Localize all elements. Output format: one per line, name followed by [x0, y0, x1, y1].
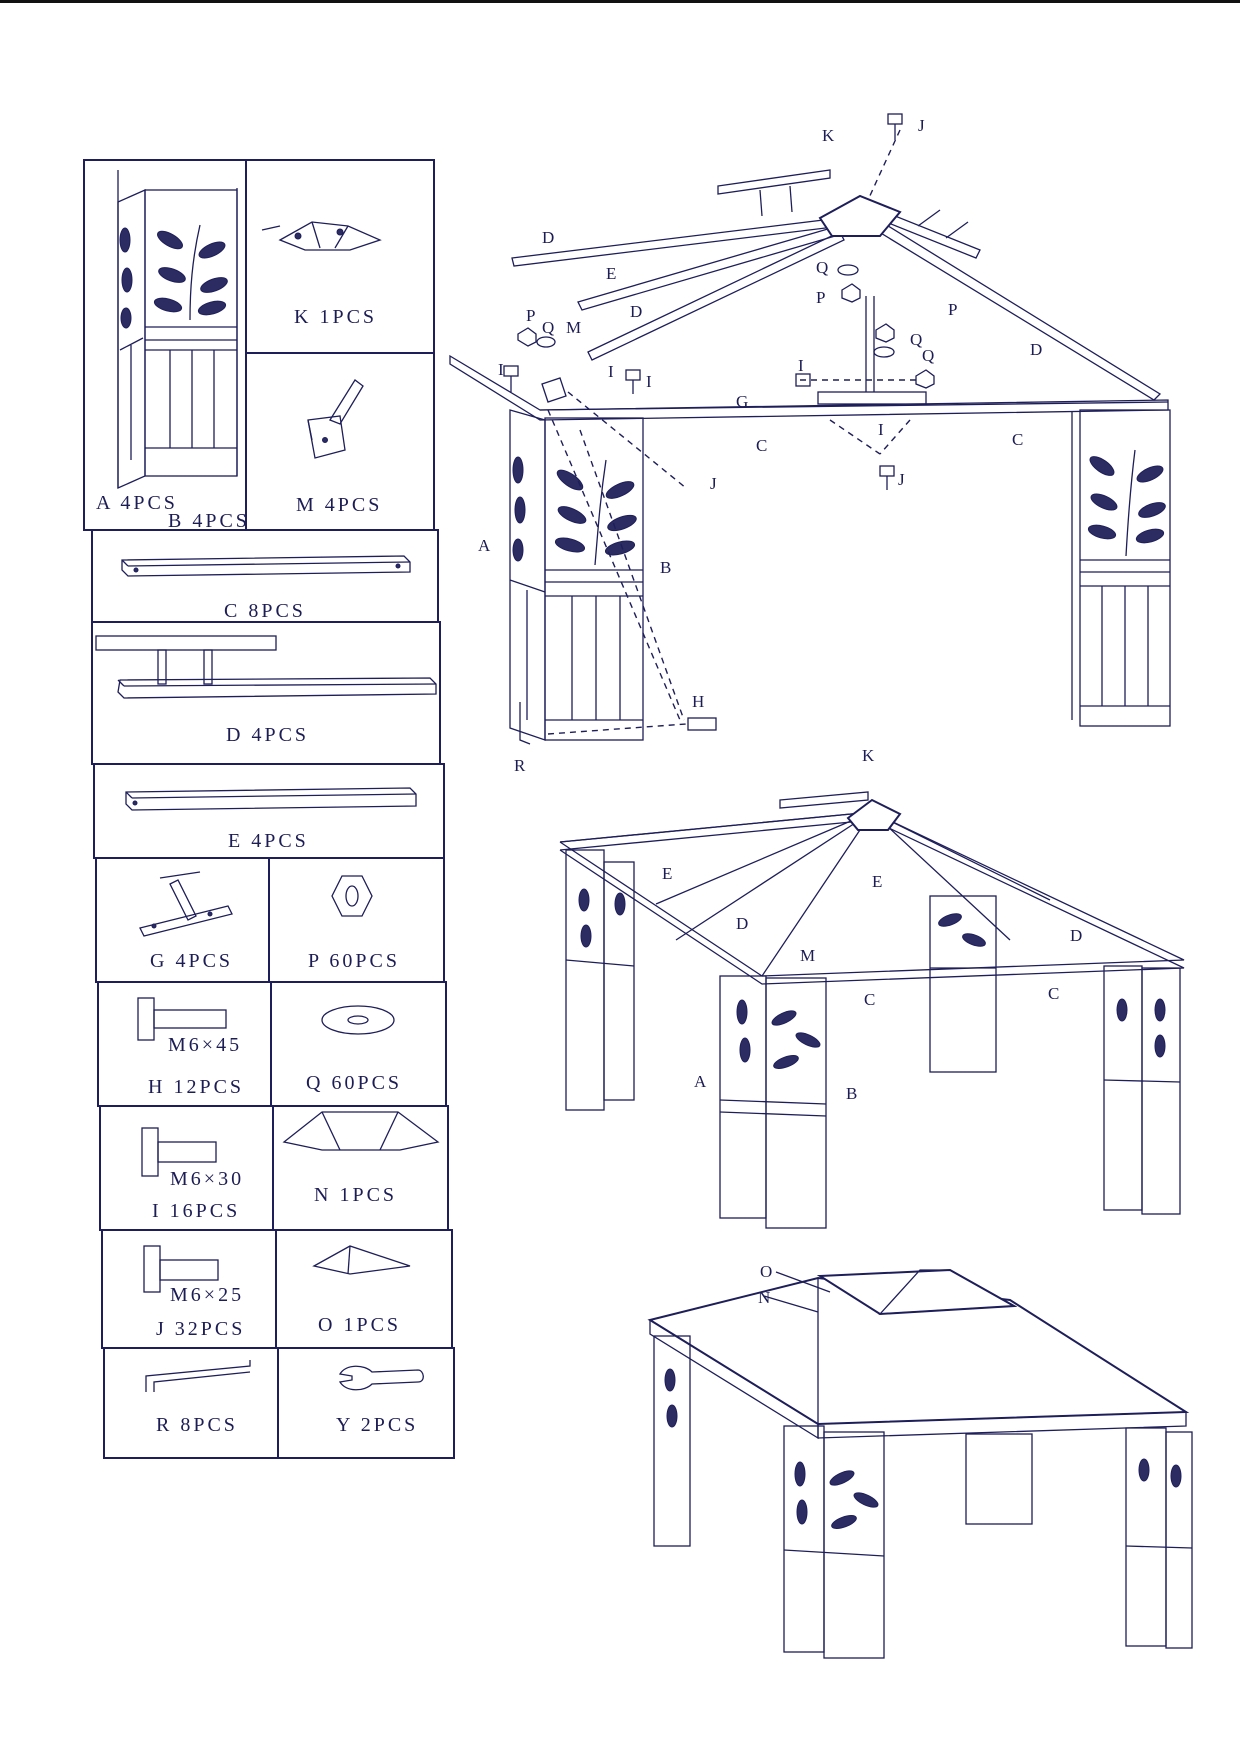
callout-i2: I — [608, 362, 614, 381]
bolt-size-h: M6×45 — [168, 1034, 243, 1056]
part-label-y: Y 2PCS — [336, 1414, 419, 1436]
callout-h: H — [692, 692, 705, 711]
part-label-r: R 8PCS — [156, 1414, 238, 1436]
part-label-i: I 16PCS — [152, 1200, 241, 1222]
part-label-h: H 12PCS — [148, 1076, 245, 1098]
part-label-b: B 4PCS — [168, 510, 250, 532]
callout-q1: Q — [816, 258, 829, 277]
callout-i3: I — [646, 372, 652, 391]
callout-p3: P — [526, 306, 536, 325]
part-label-c: C 8PCS — [224, 600, 306, 622]
callout-d1: D — [542, 228, 555, 247]
rafter-d-icon — [96, 636, 436, 698]
connector-k-icon — [262, 222, 380, 250]
callout-p2: P — [948, 300, 958, 319]
callout2-e2: E — [872, 872, 883, 891]
callout2-e1: E — [662, 864, 673, 883]
part-label-k: K 1PCS — [294, 306, 378, 328]
callout-q3: Q — [922, 346, 935, 365]
callout-e1: E — [606, 264, 617, 283]
callout-p1: P — [816, 288, 826, 307]
beam-c-icon — [122, 556, 410, 576]
part-label-g: G 4PCS — [150, 950, 234, 972]
step3-gazebo — [650, 1270, 1192, 1658]
callout-q4: Q — [542, 318, 555, 337]
callout-g: G — [736, 392, 749, 411]
callout-c2: C — [1012, 430, 1024, 449]
callout2-d1: D — [736, 914, 749, 933]
washer-q-icon — [322, 1006, 394, 1034]
allen-key-r-icon — [146, 1360, 250, 1392]
callout3-n: N — [758, 1288, 771, 1307]
bolt-size-i: M6×30 — [170, 1168, 245, 1190]
callout-q2: Q — [910, 330, 923, 349]
canopy-n-icon — [284, 1112, 438, 1150]
bracket-m-icon — [308, 380, 363, 458]
callout-j2: J — [898, 470, 905, 489]
callout-d3: D — [1030, 340, 1043, 359]
part-label-q: Q 60PCS — [306, 1072, 403, 1094]
callout-i4: I — [798, 356, 804, 375]
callout-a: A — [478, 536, 491, 555]
callout2-a: A — [694, 1072, 707, 1091]
callout-i5: I — [878, 420, 884, 439]
part-label-n: N 1PCS — [314, 1184, 398, 1206]
callout-r: R — [514, 756, 526, 775]
callout-i1: I — [498, 360, 504, 379]
parts-table — [84, 160, 454, 1458]
part-label-a: A 4PCS — [96, 492, 178, 514]
callout-d2: D — [630, 302, 643, 321]
part-label-m: M 4PCS — [296, 494, 383, 516]
callout3-o: O — [760, 1262, 773, 1281]
part-label-p: P 60PCS — [308, 950, 400, 972]
part-label-d: D 4PCS — [226, 724, 310, 746]
callout-b: B — [660, 558, 672, 577]
bolt-size-j: M6×25 — [170, 1284, 245, 1306]
callout2-c1: C — [864, 990, 876, 1009]
nut-p-icon — [332, 876, 372, 916]
callout-j1: J — [710, 474, 717, 493]
callout-m: M — [566, 318, 582, 337]
callout2-d2: D — [1070, 926, 1083, 945]
rafter-e-icon — [126, 788, 416, 810]
callout2-c2: C — [1048, 984, 1060, 1003]
panel-ab-icon — [118, 170, 237, 488]
part-label-e: E 4PCS — [228, 830, 309, 852]
part-label-j: J 32PCS — [156, 1318, 246, 1340]
callout-k: K — [822, 126, 835, 145]
callout-j-top: J — [918, 116, 925, 135]
callout2-k: K — [862, 746, 875, 765]
step1-exploded-frame — [450, 114, 1170, 744]
wrench-y-icon — [340, 1366, 423, 1390]
part-label-o: O 1PCS — [318, 1314, 402, 1336]
callout2-b: B — [846, 1084, 858, 1103]
callout-c1: C — [756, 436, 768, 455]
connector-g-icon — [140, 872, 232, 936]
callout2-m: M — [800, 946, 816, 965]
cap-o-icon — [314, 1246, 410, 1274]
step2-frame — [560, 792, 1184, 1228]
